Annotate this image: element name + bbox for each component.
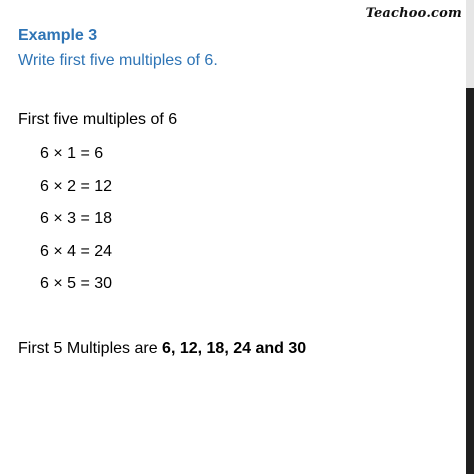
intro-text: First five multiples of 6: [18, 111, 178, 128]
question-text: Write first five multiples of 6.: [18, 52, 218, 69]
equation-list: [40, 144, 112, 307]
scrollbar-thumb[interactable]: [466, 88, 474, 474]
equation-line: 6 × 3 = 18: [40, 210, 113, 227]
teachoo-logo: Teachoo.com: [365, 6, 462, 21]
equation-line: 6 × 5 = 30: [40, 275, 113, 292]
conclusion-prefix: First 5 Multiples are: [18, 340, 163, 357]
example-title: Example 3: [18, 27, 98, 44]
equation-line: 6 × 1 = 6: [40, 145, 104, 162]
conclusion-text: [18, 340, 306, 358]
equation-line: 6 × 4 = 24: [40, 242, 113, 260]
equation-line: 6 × 2 = 12: [40, 177, 113, 195]
vertical-scrollbar[interactable]: [466, 0, 474, 474]
conclusion-answer: 6, 12, 18, 24 and 30: [162, 340, 307, 357]
